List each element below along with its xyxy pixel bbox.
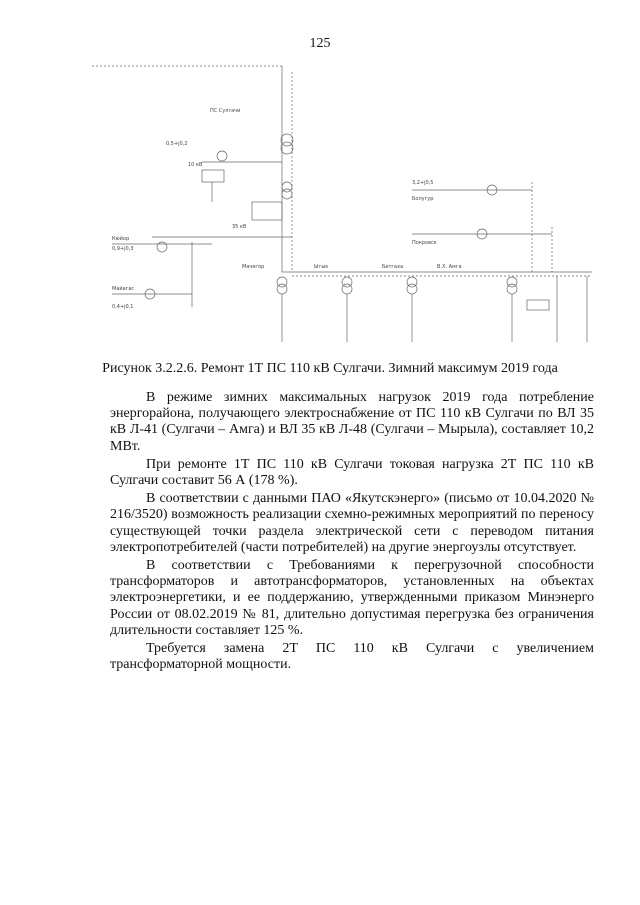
figure-caption: Рисунок 3.2.2.6. Ремонт 1Т ПС 110 кВ Сулгачи. Зимний максимум 2019 года: [102, 361, 558, 376]
label-ps-sulgachi: ПС Сулгачи: [210, 108, 241, 114]
label-mayagas: Майагас: [112, 286, 135, 292]
paragraph-3: В соответствии с данными ПАО «Якутскэнерго» (письмо от 10.04.2020 № 216/3520) возможность реализации схемно-режимных мероприятий по переносу существующей точки раздела электрической сети с переводом питания электропотребителей (части потребителей) на другие энергоузлы отсутствует.: [110, 491, 594, 555]
paragraph-4: В соответствии с Требованиями к перегрузочной способности трансформаторов и автотрансформаторов, установленных на объектах электроэнергетики, и ее поддержанию, утвержденными приказом Минэнерго России от 08.02.2019 № 81, длительно допустимая перегрузка без ограничения длительности составляет 125 %.: [110, 558, 594, 638]
label-kyuyor: Кюйор: [112, 236, 130, 242]
paragraph-5: Требуется замена 2Т ПС 110 кВ Сулгачи с увеличением трансформаторной мощности.: [110, 641, 594, 673]
page-number: 125: [309, 36, 331, 51]
label-ytyk: Ытык: [314, 264, 329, 270]
paragraph-2: При ремонте 1Т ПС 110 кВ Сулгачи токовая нагрузка 2Т ПС 110 кВ Сулгачи составит 56 А (178 %).: [110, 456, 594, 489]
kyuyor-transformer-symbol: [157, 242, 167, 252]
label-bolugur: Болугур: [412, 196, 434, 202]
label-mayagas-load: 0,4+j0,1: [112, 304, 134, 310]
label-35kv: 35 кВ: [232, 224, 247, 230]
label-mazhegor: Мачегор: [242, 264, 265, 270]
single-line-diagram: [92, 62, 612, 352]
label-kyuyor-load: 0,9+j0,3: [112, 246, 134, 252]
label-amga: В.Х. Амга: [437, 264, 462, 270]
label-feeder-load: 0,5+j0,2: [166, 141, 188, 147]
transformer-10-symbol: [217, 151, 227, 161]
label-10kv: 10 кВ: [188, 162, 203, 168]
diagram-svg: [92, 62, 612, 352]
label-pokrovsk: Покровск: [412, 240, 437, 246]
body-text: [110, 390, 594, 675]
paragraph-1: В режиме зимних максимальных нагрузок 2019 года потребление энергорайона, получающего электроснабжение от ПС 110 кВ Сулгачи по ВЛ 35 кВ Л-41 (Сулгачи – Амга) и ВЛ 35 кВ Л-48 (Сулгачи – Мырыла), составляет 10,2 МВт.: [110, 390, 594, 454]
label-betgaha: Бетгаха: [382, 264, 404, 270]
label-bolugur-load: 3,2+j0,5: [412, 180, 434, 186]
